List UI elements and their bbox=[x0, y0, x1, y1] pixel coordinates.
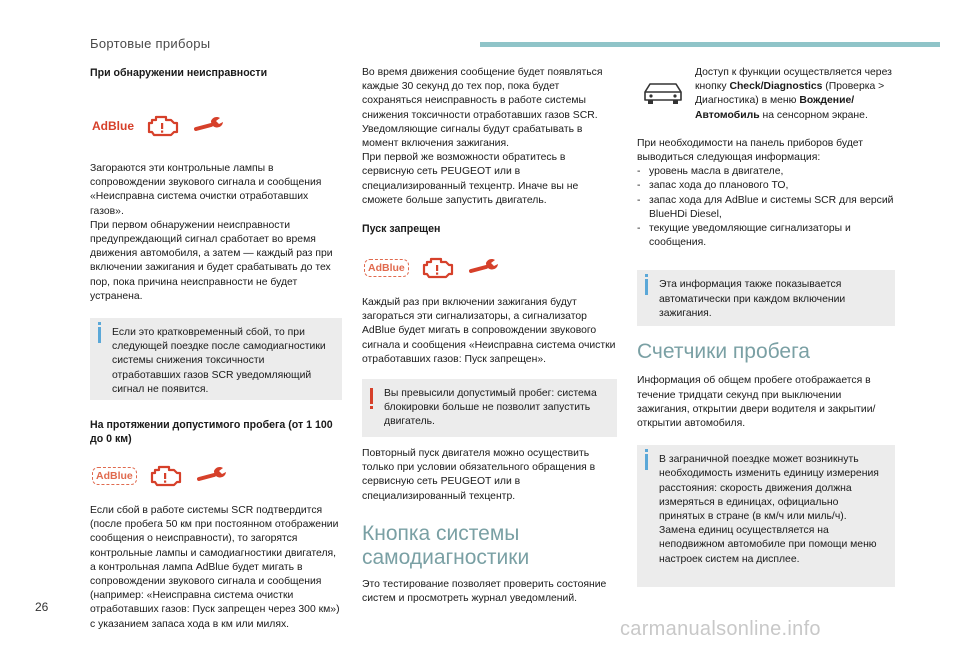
paragraph-diagnostics-access bbox=[695, 66, 895, 123]
page-number: 26 bbox=[35, 600, 49, 614]
list-item: - уровень масла в двигателе, bbox=[637, 165, 895, 179]
info-icon bbox=[645, 454, 648, 470]
info-text-units: В заграничной поездке может возникнуть необходимость изменить единицу измерения расстояния: скорость движения должна измеряться в единицах, официально принятых в стране (в км/ч или миль/ч). Замена единиц осуществляется на неподвижном автомобиле при помощи меню настроек систем на дисплее. bbox=[659, 454, 879, 565]
heading-permitted-range: На протяжении допустимого пробега (от 1 100 до 0 км) bbox=[90, 419, 333, 446]
wrench-icon bbox=[197, 466, 229, 486]
warning-icons-row-3 bbox=[364, 244, 617, 292]
warning-icons-row bbox=[92, 102, 342, 150]
info-icon bbox=[645, 279, 648, 295]
check-diagnostics-label: Check/Diagnostics bbox=[729, 81, 823, 93]
warning-icons-row-2 bbox=[92, 452, 342, 500]
paragraph-start-prohibited: Каждый раз при включении зажигания будут загораться эти сигнализаторы, а сигнализатор AdBlue будет мигать в сопровождении звукового сигнала и сообщения «Неисправна система очистки отработавших газов: Пуск запрещен». bbox=[362, 297, 616, 365]
diagnostics-text-prefix: Доступ к функции осуществляется через кнопку bbox=[695, 67, 892, 93]
diagnostics-text-suffix: на сенсорном экране. bbox=[759, 109, 868, 121]
warning-box-range-exceeded bbox=[362, 379, 617, 437]
paragraph-malfunction: Загораются эти контрольные лампы в сопровождении звукового сигнала и сообщения «Неисправна система очистки отработавших газов». При первом обнаружении неисправности предупреждающий сигнал сработает во время движения автомобиля, а затем — каждый раз при включении зажигания и будет срабатывать до тех пор, пока причина неисправности не будет устранена. bbox=[90, 163, 333, 302]
column-middle bbox=[362, 66, 617, 606]
info-text-short-failure: Если это кратковременный сбой, то при следующей поездке после самодиагностики системы снижения токсичности отработавших газов SCR уведомляющий сигнал не появится. bbox=[112, 327, 326, 395]
paragraph-self-diagnosis: Это тестирование позволяет проверить состояние систем и просмотреть журнал уведомлений. bbox=[362, 578, 607, 605]
car-diagnostics-row bbox=[637, 66, 895, 123]
warning-text-range-exceeded: Вы превысили допустимый пробег: система блокировки больше не позволит запустить двигатель. bbox=[384, 388, 597, 428]
watermark: carmanualsonline.info bbox=[620, 618, 821, 640]
wrench-icon bbox=[194, 116, 226, 136]
list-item: - текущие уведомляющие сигнализаторы и сообщения. bbox=[637, 222, 895, 250]
header-rule bbox=[480, 42, 940, 47]
diagnostics-text-middle: (Проверка > Диагностика) в меню bbox=[695, 81, 885, 107]
paragraph-restart: Повторный пуск двигателя можно осуществить только при условии обязательного обращения в сервисную сеть PEUGEOT или в специализированный техцентр. bbox=[362, 448, 596, 502]
info-list bbox=[637, 165, 895, 250]
heading-start-prohibited: Пуск запрещен bbox=[362, 223, 441, 236]
column-right bbox=[637, 66, 895, 587]
paragraph-odometers: Информация об общем пробеге отображается в течение тридцати секунд при выключении зажигания, открытии двери водителя и закрытии/открытии автомобиля. bbox=[637, 375, 876, 430]
info-box-short-failure bbox=[90, 318, 342, 400]
heading-self-diagnosis-button: Кнопка системы самодиагностики bbox=[362, 521, 530, 569]
info-box-auto-display bbox=[637, 270, 895, 326]
engine-icon bbox=[149, 464, 183, 488]
header-title: Бортовые приборы bbox=[90, 36, 211, 51]
paragraph-info-displayed: При необходимости на панель приборов будет выводиться следующая информация: bbox=[637, 137, 863, 164]
warning-exclamation-icon bbox=[370, 388, 373, 404]
wrench-icon bbox=[469, 258, 501, 278]
driving-vehicle-menu-label: Вождение/ Автомобиль bbox=[695, 95, 855, 121]
info-box-units bbox=[637, 445, 895, 587]
adblue-flashing-icon: AdBlue bbox=[92, 467, 137, 485]
heading-malfunction: При обнаружении неисправности bbox=[90, 67, 268, 79]
engine-icon bbox=[146, 114, 180, 138]
list-item: - запас хода до планового ТО, bbox=[637, 179, 895, 193]
adblue-icon: AdBlue bbox=[92, 119, 134, 133]
column-left bbox=[90, 66, 342, 632]
list-item: - запас хода для AdBlue и системы SCR для версий BlueHDi Diesel, bbox=[637, 194, 895, 222]
car-icon bbox=[641, 78, 685, 106]
paragraph-permitted-range: Если сбой в работе системы SCR подтвердится (после пробега 50 км при постоянном отображении сообщения о неисправности), то загорятся контрольные лампы и самодиагностики двигателя, а контрольная лампа AdBlue будет мигать в сопровождении звукового сигнала и сообщения (например: «Неисправна система очистки отработавших газов: Пуск запрещен через 300 км») с указанием запаса хода в км или милях. bbox=[90, 505, 340, 630]
info-text-auto-display: Эта информация также показывается автоматически при каждом включении зажигания. bbox=[659, 279, 846, 319]
adblue-flashing-icon: AdBlue bbox=[364, 259, 409, 277]
engine-icon bbox=[421, 256, 455, 280]
heading-odometers: Счетчики пробега bbox=[637, 340, 810, 364]
paragraph-driving-messages: Во время движения сообщение будет появляться каждые 30 секунд до тех пор, пока будет сохраняться неисправность в работе системы снижения токсичности отработавших газов SCR. Уведомляющие сигналы будут срабатывать в момент включения зажигания. При первой же возможности обратитесь в сервисную сеть PEUGEOT или в специализированный техцентр. Иначе вы не сможете больше запустить двигатель. bbox=[362, 67, 603, 206]
info-icon bbox=[98, 327, 101, 343]
